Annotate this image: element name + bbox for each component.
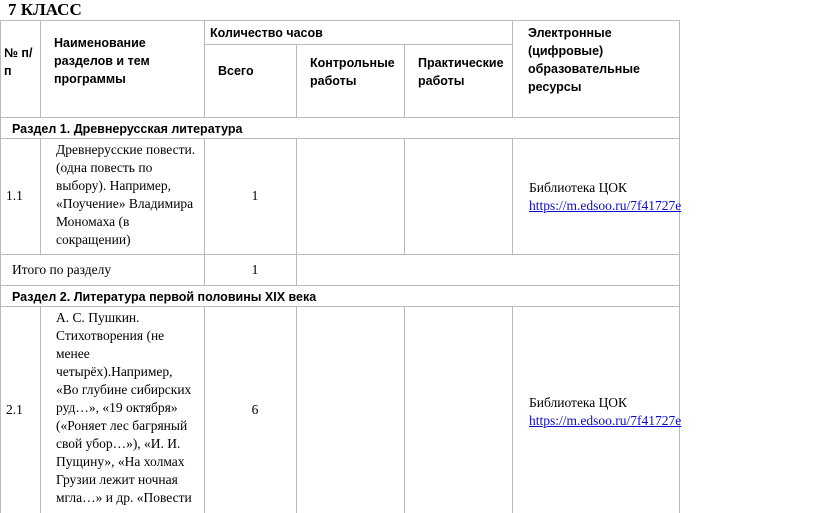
- header-hours-group: Количество часов: [210, 26, 323, 40]
- row-name-line: свой убор…»), «И. И.: [56, 436, 181, 451]
- subtotal-value: 1: [251, 262, 259, 277]
- row-name-line: («Роняет лес багряный: [56, 418, 188, 433]
- section-title: Раздел 1. Древнерусская литература: [12, 122, 243, 136]
- row-name: [56, 309, 206, 507]
- row-name-line: четырёх).Например,: [56, 364, 173, 379]
- resource-link[interactable]: https://m.edsoo.ru/7f41727e: [529, 198, 682, 213]
- header-resources: Электронные (цифровые) образовательные ресурсы: [528, 26, 640, 94]
- row-name-line: «Поучение» Владимира: [56, 196, 194, 211]
- row-num: 1.1: [6, 188, 23, 203]
- row-name-line: Пущину», «На холмах: [56, 454, 185, 469]
- row-name-line: Древнерусские повести.: [56, 142, 196, 157]
- row-name-line: Грузии лежит ночная: [56, 472, 178, 487]
- page-title: 7 КЛАСС: [8, 0, 82, 19]
- row-name-line: менее: [56, 346, 90, 361]
- row-total-hours: 1: [251, 188, 259, 203]
- header-control: Контрольные работы: [310, 56, 395, 88]
- row-name-line: А. С. Пушкин.: [56, 310, 140, 325]
- row-name: [56, 141, 206, 249]
- row-name-line: Мономаха (в: [56, 214, 130, 229]
- row-name-line: руд…», «19 октября»: [56, 400, 178, 415]
- header-num: № п/п: [4, 46, 33, 78]
- row-name-line: «Во глубине сибирских: [56, 382, 192, 397]
- row-name-line: (одна повесть по: [56, 160, 153, 175]
- header-name: Наименование разделов и тем программы: [54, 36, 150, 86]
- subtotal-label: Итого по разделу: [12, 262, 112, 277]
- resource-label: Библиотека ЦОК: [529, 180, 627, 195]
- row-name-line: мгла…» и др. «Повести: [56, 490, 192, 505]
- row-num: 2.1: [6, 402, 23, 417]
- resource-label: Библиотека ЦОК: [529, 395, 627, 410]
- header-practical: Практические работы: [418, 56, 504, 88]
- row-name-line: выбору). Например,: [56, 178, 172, 193]
- resource-link[interactable]: https://m.edsoo.ru/7f41727e: [529, 413, 682, 428]
- row-total-hours: 6: [251, 402, 259, 417]
- header-total: Всего: [218, 64, 254, 78]
- section-title: Раздел 2. Литература первой половины XIX века: [12, 290, 317, 304]
- row-name-line: Стихотворения (не: [56, 328, 165, 343]
- row-name-line: сокращении): [56, 232, 131, 247]
